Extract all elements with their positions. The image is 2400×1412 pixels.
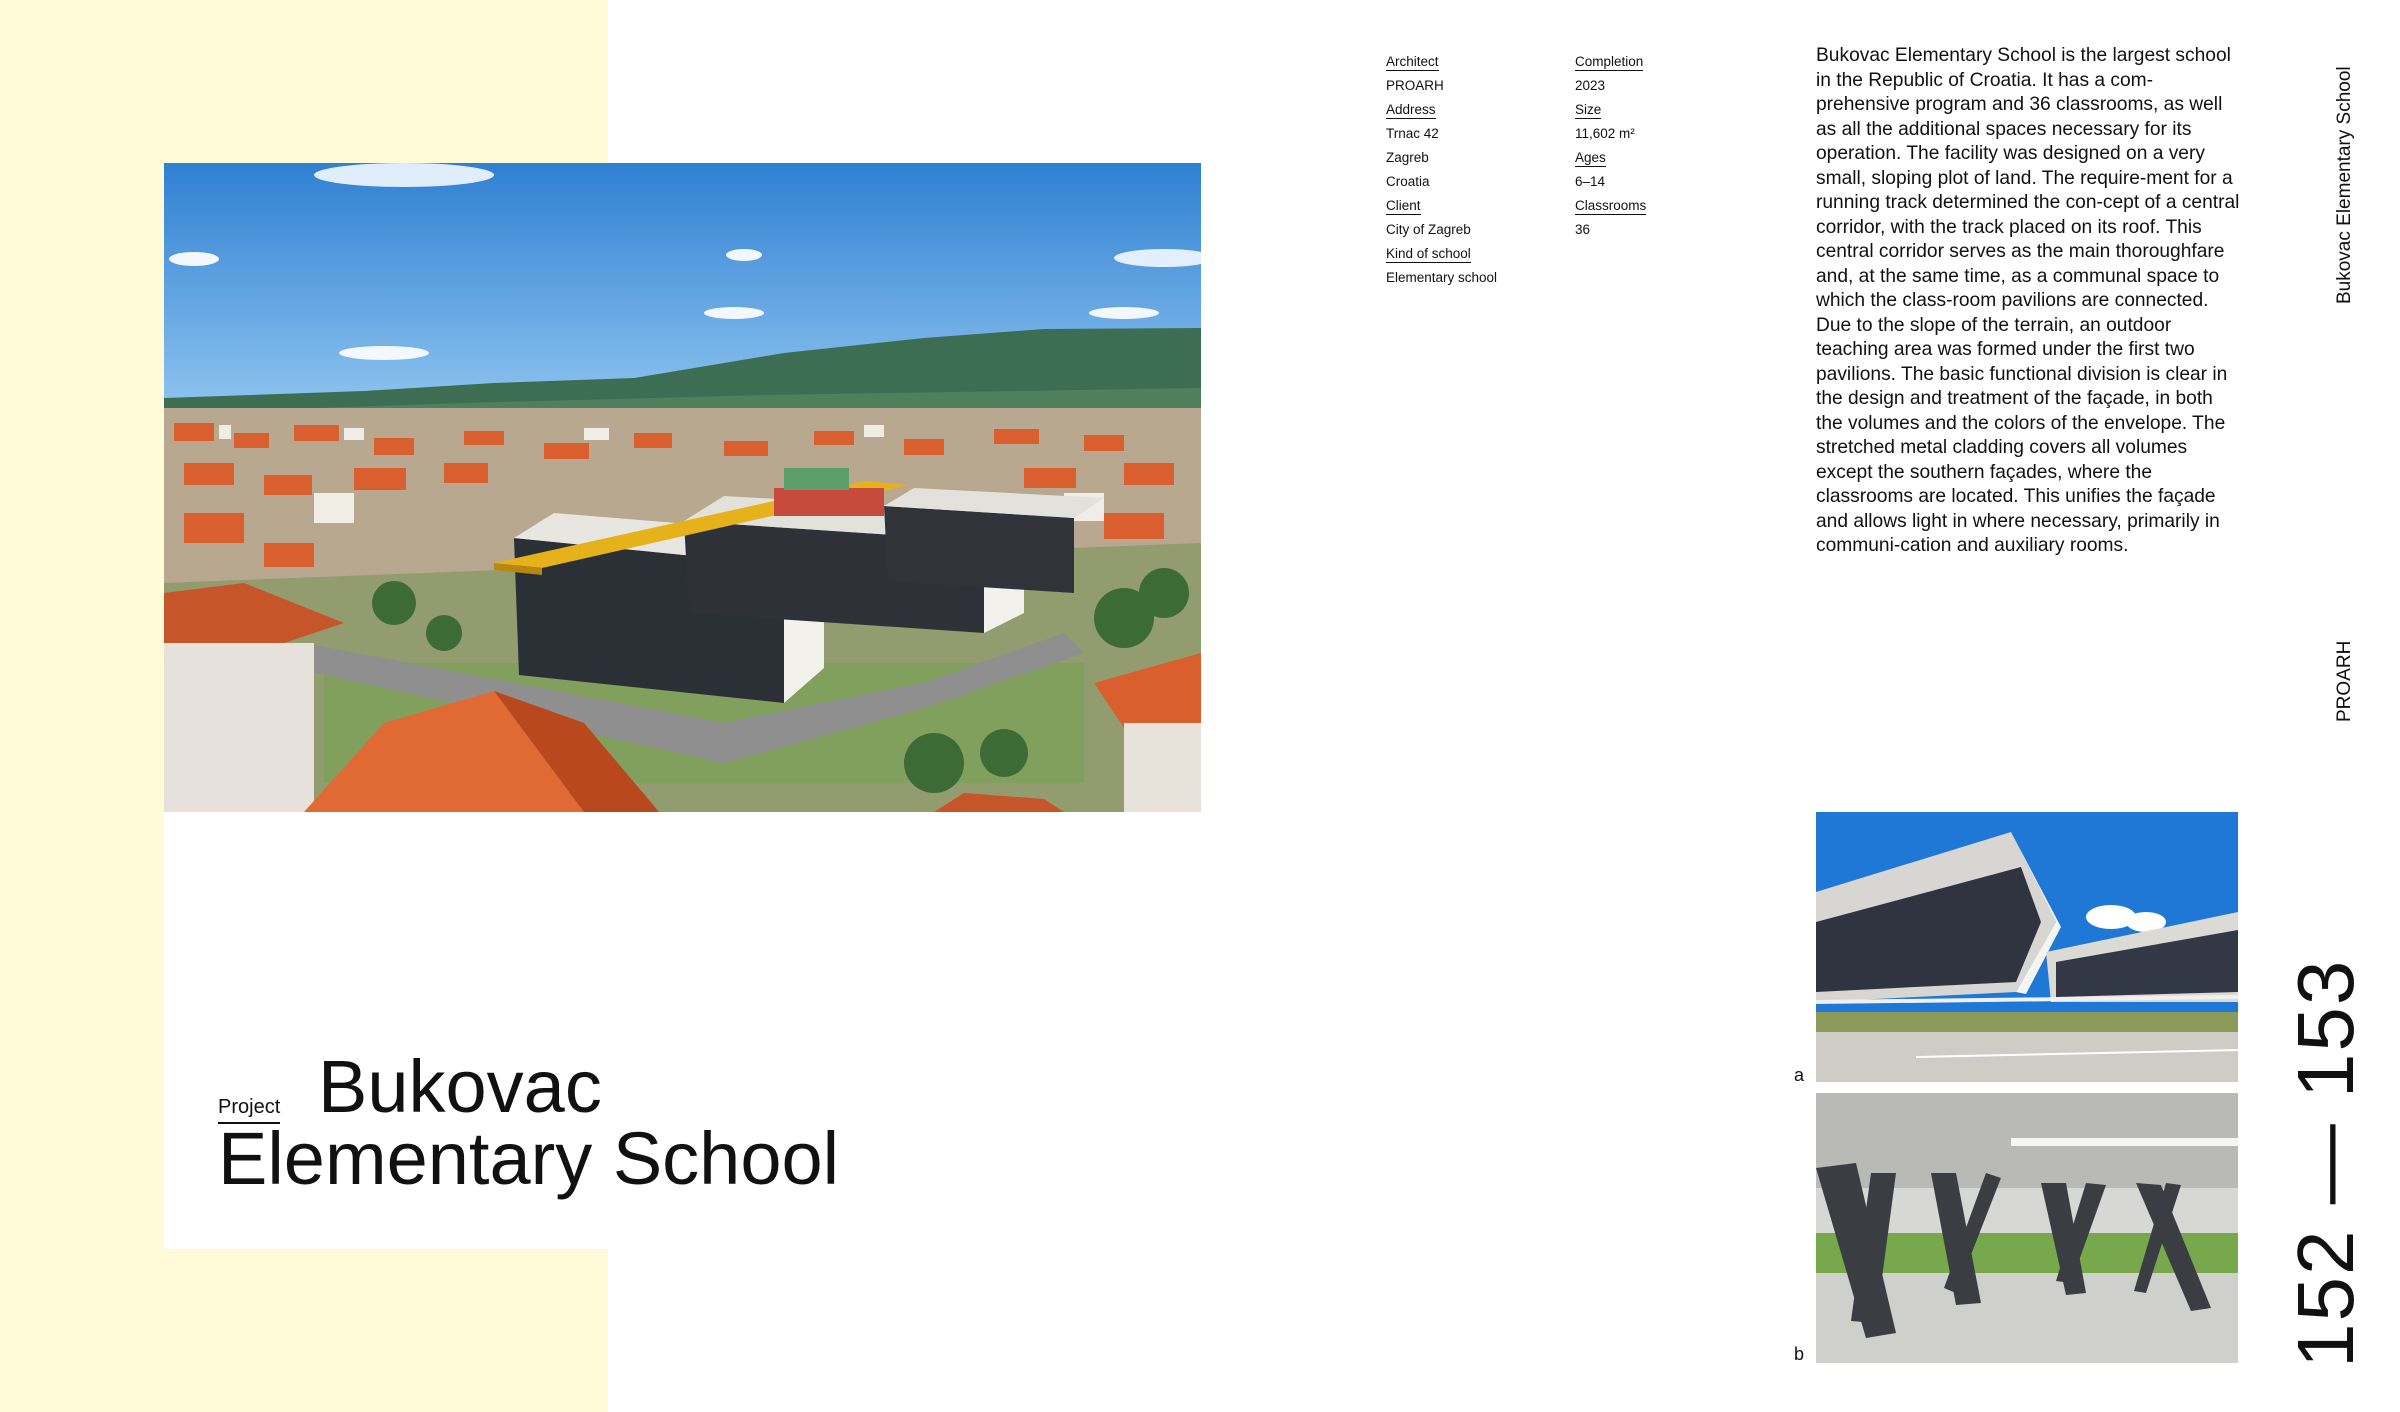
size-label: Size xyxy=(1575,102,1602,117)
classrooms-value: 36 xyxy=(1575,222,1591,237)
photo-b-columns xyxy=(1816,1093,2238,1363)
address-line-2: Zagreb xyxy=(1386,150,1429,165)
classrooms-label: Classrooms xyxy=(1575,198,1647,213)
client-value: City of Zagreb xyxy=(1386,222,1471,237)
kind-value: Elementary school xyxy=(1386,270,1498,285)
project-title-line2: Elementary School xyxy=(218,1117,840,1200)
completion-value: 2023 xyxy=(1575,78,1606,93)
size-value: 11,602 m² xyxy=(1575,126,1635,141)
aerial-photo-school xyxy=(164,163,1201,812)
caption-b: b xyxy=(1794,1344,1805,1364)
page-numbers: 152 — 153 xyxy=(2281,958,2370,1368)
running-head-title: Bukovac Elementary School xyxy=(2334,66,2355,304)
address-line-3: Croatia xyxy=(1386,174,1430,189)
ages-value: 6–14 xyxy=(1575,174,1606,189)
completion-label: Completion xyxy=(1575,54,1644,69)
facts-column-right xyxy=(1575,50,1735,242)
client-label: Client xyxy=(1386,198,1421,213)
address-label: Address xyxy=(1386,102,1436,117)
facts-column-left xyxy=(1386,50,1566,290)
architect-value: PROARH xyxy=(1386,78,1444,93)
running-head-architect: PROARH xyxy=(2334,640,2355,722)
project-label: Project xyxy=(218,1096,280,1124)
address-line-1: Trnac 42 xyxy=(1386,126,1439,141)
project-description: Bukovac Elementary School is the largest school in the Republic of Croatia. It has a com-prehensive program and 36 classrooms, as well as all the additional spaces necessary for its operation. The facility was designed on a very small, sloping plot of land. The require-ment for a running track determined the con-cept of a central corridor, with the track placed on its roof. This central corridor serves as the main thoroughfare and, at the same time, as a communal space to which the class-room pavilions are connected. Due to the slope of the terrain, an outdoor teaching area was formed under the first two pavilions. The basic functional division is clear in the design and treatment of the façade, in both the volumes and the colors of the envelope. The stretched metal cladding covers all volumes except the southern façades, where the classrooms are located. This unifies the façade and allows light in where necessary, primarily in communi-cation and auxiliary rooms. xyxy=(1816,45,2240,556)
kind-label: Kind of school xyxy=(1386,246,1471,261)
ages-label: Ages xyxy=(1575,150,1606,165)
caption-a: a xyxy=(1794,1065,1805,1085)
photo-a-exterior xyxy=(1816,812,2238,1082)
project-title-line1: Bukovac xyxy=(318,1045,602,1128)
architect-label: Architect xyxy=(1386,54,1439,69)
